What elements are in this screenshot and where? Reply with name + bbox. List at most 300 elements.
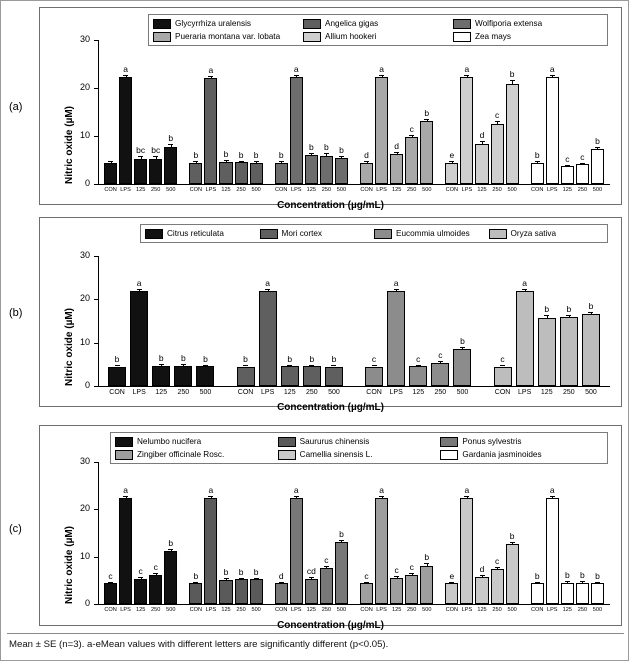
legend-item[interactable] [453,19,593,29]
legend-label: Wolfiporia extensa [475,19,543,28]
legend-item[interactable] [115,450,268,460]
error-bar-cap [159,364,164,365]
significance-letter: a [208,485,214,496]
bar [104,583,117,604]
x-axis-tick-label: 500 [507,187,517,193]
x-axis-tick-label: CON [366,389,382,396]
error-bar-cap [239,578,244,579]
bar [460,77,473,184]
legend-swatch-icon [153,32,171,42]
legend-item[interactable] [260,229,365,239]
legend-label: Saururus chinensis [299,437,370,446]
x-axis-tick-label: 500 [422,187,432,193]
bar [119,77,132,184]
x-axis-tick-label: 250 [563,389,575,396]
y-axis-tick-label: 10 [79,130,90,140]
error-bar-cap [294,75,299,76]
x-axis-tick-label: 125 [306,187,316,193]
error-bar-cap [279,161,284,162]
x-axis-tick-label: LPS [205,607,217,613]
significance-letter: c [416,353,421,364]
significance-letter: a [208,64,214,75]
significance-letter: b [193,570,199,581]
error-bar-cap [138,577,143,578]
x-axis-tick-label: 250 [236,607,246,613]
bar [360,583,373,604]
x-axis-label: Concentration (µg/mL) [277,620,384,631]
significance-letter: e [449,150,455,161]
legend-label: Oryza sativa [510,229,556,238]
error-bar-cap [500,365,505,366]
error-bar-cap [364,582,369,583]
error-bar-cap [565,581,570,582]
legend-swatch-icon [453,19,471,29]
error-bar-cap [115,365,120,366]
error-bar-cap [424,563,429,564]
significance-letter: c [494,110,500,121]
legend-swatch-icon [489,229,507,239]
x-axis-tick-label: CON [530,187,544,193]
significance-letter: b [253,150,259,161]
y-axis-tick [94,386,98,387]
bar [506,544,519,604]
significance-letter: b [278,150,284,161]
x-axis-tick-label: 500 [592,607,603,613]
y-axis-tick [94,509,98,510]
legend-label: Eucommia ulmoides [396,229,470,238]
x-axis-tick-label: CON [360,607,373,613]
legend-item[interactable] [153,32,293,42]
error-bar-cap [394,576,399,577]
error-bar-cap [287,365,292,366]
bar [591,149,604,184]
y-axis-tick [94,256,98,257]
bar [453,349,471,386]
error-bar-cap [550,496,555,497]
bar [390,578,403,604]
x-axis-label: Concentration (µg/mL) [277,402,384,413]
error-bar-cap [208,496,213,497]
error-bar-cap [409,135,414,136]
significance-letter: b [595,136,600,147]
bar [576,164,589,184]
significance-letter: d [364,150,369,161]
error-bar-cap [464,75,469,76]
x-axis-tick-label: LPS [461,607,473,613]
x-axis-tick-label: LPS [389,389,403,396]
significance-letter: b [339,528,344,539]
bar [531,583,544,604]
legend-label: Citrus reticulata [167,229,224,238]
significance-letter: a [293,485,299,496]
significance-letter: b [534,150,540,161]
significance-letter: a [464,64,470,75]
error-bar-cap [168,144,173,145]
x-axis-tick-label: 125 [562,607,572,613]
bar [365,367,383,387]
bar [420,566,433,604]
error-bar-cap [294,496,299,497]
significance-letter: c [138,566,143,577]
bar [320,568,333,604]
x-axis-tick-label: 125 [540,389,553,396]
error-bar-cap [565,165,570,166]
y-axis-tick [94,557,98,558]
legend-swatch-icon [260,229,278,239]
bar [375,498,388,604]
legend-item[interactable] [489,229,594,239]
x-axis-tick-label: 500 [166,187,176,193]
x-axis-tick-label: 125 [391,187,402,193]
error-bar-cap [193,161,198,162]
legend-swatch-icon [115,450,133,460]
error-bar-cap [309,365,314,366]
x-axis-tick-label: 125 [221,607,231,613]
x-axis-tick-label: 500 [251,607,261,613]
x-axis-tick-label: 125 [135,187,146,193]
x-axis-tick-label: CON [274,607,288,613]
significance-letter: b [324,142,329,153]
bar [538,318,556,386]
x-axis-tick-label: 125 [135,607,146,613]
error-bar-cap [331,365,336,366]
bar [275,583,288,604]
legend-label: Camellia sinensis L. [299,450,373,459]
legend-item[interactable] [145,229,250,239]
significance-letter: b [180,353,186,364]
error-bar-cap [123,496,128,497]
bar [335,542,348,604]
significance-letter: c [500,354,505,365]
error-bar-cap [309,577,314,578]
bar [576,583,589,604]
error-bar-cap [566,315,571,316]
error-bar-cap [224,160,229,161]
legend-item[interactable] [278,437,431,447]
error-bar-cap [495,121,500,122]
legend-label: Glycyrrhiza uralensis [175,19,251,28]
x-axis-tick-label: 250 [434,389,447,396]
x-axis-tick-label: LPS [120,607,131,613]
significance-letter: c [409,561,414,572]
legend-swatch-icon [153,19,171,29]
significance-letter: b [580,570,585,581]
x-axis-tick-label: LPS [205,187,217,193]
legend-label: Angelica gigas [325,19,379,28]
bar [204,78,217,184]
x-axis-tick-label: CON [109,389,125,396]
x-axis-tick-label: 500 [166,607,176,613]
bar [335,158,348,184]
bar [420,121,433,184]
error-bar-cap [193,582,198,583]
x-axis-tick-label: 250 [321,187,332,193]
significance-letter: b [168,133,174,144]
significance-letter: b [424,108,430,119]
significance-letter: b [193,150,199,161]
caption-divider [7,633,624,634]
y-axis-tick [94,462,98,463]
significance-letter: e [449,570,455,581]
error-bar-cap [460,347,465,348]
legend-swatch-icon [440,450,458,460]
error-bar-cap [464,496,469,497]
legend-item[interactable] [303,32,443,42]
bar [409,366,427,386]
x-axis-tick-label: 250 [177,389,190,396]
x-axis-tick-label: 250 [236,187,246,193]
bar [119,498,132,604]
legend-swatch-icon [440,437,458,447]
y-axis-label: Nitric oxide (µM) [64,106,75,184]
error-bar-cap [265,289,270,290]
error-bar-cap [480,141,485,142]
error-bar-cap [438,361,443,362]
x-axis-tick-label: 125 [477,607,487,613]
error-bar-cap [588,312,593,313]
error-bar-cap [168,549,173,550]
panel-a [39,7,622,211]
x-axis-tick-label: LPS [261,389,275,396]
significance-letter: c [108,570,113,581]
bar [582,314,600,386]
bar [134,159,147,184]
bar [219,580,232,604]
x-axis-tick-label: 125 [412,389,425,396]
legend-item[interactable] [303,19,443,29]
x-axis-tick-label: 500 [592,187,603,193]
bar [196,366,214,386]
significance-letter: bc [151,145,161,156]
x-axis-tick-label: CON [274,187,288,193]
bar [174,366,192,386]
x-axis-tick-label: 250 [492,187,502,193]
panel-c [39,425,622,631]
legend-item[interactable] [278,450,431,460]
legend-item[interactable] [453,32,593,42]
y-axis-tick [94,88,98,89]
significance-letter: b [243,354,248,365]
bar [390,154,403,184]
chart-legend [110,432,608,464]
significance-letter: b [114,354,120,365]
x-axis-tick-label: CON [445,187,459,193]
x-axis-tick-label: LPS [376,607,387,613]
bar [561,583,574,604]
legend-item[interactable] [374,229,479,239]
x-axis-tick-label: CON [189,187,203,193]
error-bar-cap [449,161,454,162]
significance-letter: b [588,300,594,311]
bar [325,367,343,387]
x-axis-tick-label: CON [445,607,459,613]
legend-item[interactable] [440,450,593,460]
bar [475,144,488,184]
x-axis-tick-label: 250 [407,607,417,613]
significance-letter: a [393,277,399,288]
significance-letter: d [479,563,485,574]
x-axis-label: Concentration (µg/mL) [277,200,384,211]
error-bar-cap [203,365,208,366]
x-axis-tick-label: 500 [422,607,432,613]
significance-letter: b [168,537,174,548]
significance-letter: b [339,144,344,155]
error-bar-cap [379,75,384,76]
legend-swatch-icon [115,437,133,447]
significance-letter: b [158,353,164,364]
error-bar-cap [279,582,284,583]
bar [405,575,418,604]
error-bar-cap [339,540,344,541]
bar [360,163,373,184]
legend-label: Zea mays [475,32,511,41]
significance-letter: a [522,277,527,288]
significance-letter: b [331,354,337,365]
x-axis-tick-label: 125 [562,187,572,193]
chart-legend [148,14,608,46]
bar [164,551,177,604]
legend-label: Zingiber officinale Rosc. [137,450,225,459]
error-bar-cap [108,582,113,583]
error-bar-cap [153,573,158,574]
x-axis-tick-label: 250 [407,187,417,193]
y-axis-tick [94,604,98,605]
error-bar-cap [522,289,527,290]
x-axis [98,386,610,387]
significance-letter: a [123,485,128,496]
error-bar-cap [153,156,158,157]
bar [475,577,488,604]
error-bar-cap [394,152,399,153]
significance-letter: cd [306,566,316,577]
chart-legend [140,224,608,243]
y-axis-tick [94,343,98,344]
x-axis-tick-label: 500 [456,389,469,396]
legend-swatch-icon [303,32,321,42]
error-bar-cap [580,581,585,582]
significance-letter: c [409,123,414,134]
significance-letter: c [394,565,399,576]
significance-letter: b [595,570,600,581]
y-axis-tick-label: 0 [84,178,90,188]
x-axis-tick-label: 250 [577,607,588,613]
bar [275,163,288,184]
significance-letter: a [136,277,142,288]
x-axis-tick-label: LPS [120,187,131,193]
bar [250,579,263,604]
bar [152,366,170,386]
significance-letter: c [324,554,329,565]
significance-letter: b [203,353,208,364]
significance-letter: b [564,570,570,581]
y-axis [98,256,99,386]
x-axis-tick-label: CON [530,607,544,613]
x-axis-tick-label: 500 [585,389,597,396]
bar [494,367,512,387]
x-axis-tick-label: 250 [151,187,161,193]
bar [305,579,318,604]
significance-letter: b [544,304,550,315]
panel-b [39,217,622,413]
error-bar-cap [137,289,142,290]
significance-letter: c [565,153,570,164]
bar [531,163,544,184]
error-bar-cap [550,75,555,76]
bar [130,291,148,386]
bar [561,166,574,184]
y-axis-tick [94,299,98,300]
significance-letter: a [464,485,470,496]
error-bar-cap [449,582,454,583]
bar [491,569,504,604]
bar [445,163,458,184]
error-bar-cap [254,578,259,579]
bar [149,159,162,184]
bar [259,291,277,386]
bar [375,77,388,184]
x-axis-tick-label: 250 [321,607,332,613]
bar [560,317,578,386]
legend-item[interactable] [153,19,293,29]
legend-label: Allium hookeri [325,32,377,41]
significance-letter: a [379,485,384,496]
bar [189,583,202,604]
legend-label: Pueraria montana var. lobata [175,32,281,41]
significance-letter: b [308,142,314,153]
y-axis-tick-label: 0 [84,598,90,608]
significance-letter: c [364,570,369,581]
error-bar-cap [535,582,540,583]
significance-letter: b [253,566,259,577]
x-axis-tick-label: 125 [221,187,231,193]
significance-letter: b [509,69,515,80]
y-axis-tick-label: 0 [84,380,90,390]
error-bar-cap [339,156,344,157]
y-axis-tick-label: 30 [79,456,90,466]
significance-letter: c [580,151,585,162]
error-bar-cap [123,75,128,76]
y-axis-label: Nitric oxide (µM) [64,526,75,604]
bar [491,124,504,184]
bar [546,498,559,604]
x-axis-tick-label: CON [494,389,511,396]
significance-letter: b [238,566,244,577]
error-bar-cap [544,315,549,316]
legend-item[interactable] [115,437,268,447]
x-axis-tick-label: LPS [518,389,532,396]
x-axis-tick-label: 125 [477,187,487,193]
significance-letter: b [223,149,229,160]
x-axis-tick-label: 250 [306,389,318,396]
panel-label-a: (a) [9,101,23,113]
significance-letter: b [460,336,465,346]
error-bar-cap [324,566,329,567]
bar [405,137,418,184]
y-axis-tick [94,40,98,41]
error-bar-cap [394,289,399,290]
legend-item[interactable] [440,437,593,447]
significance-letter: b [534,570,540,581]
x-axis-tick-label: 250 [151,607,161,613]
significance-letter: b [309,353,315,364]
x-axis-tick-label: LPS [290,607,302,613]
bar [237,367,255,387]
bar [281,366,299,386]
significance-letter: a [293,64,299,75]
bar [303,366,321,386]
bar [108,367,126,387]
significance-letter: c [494,556,500,567]
